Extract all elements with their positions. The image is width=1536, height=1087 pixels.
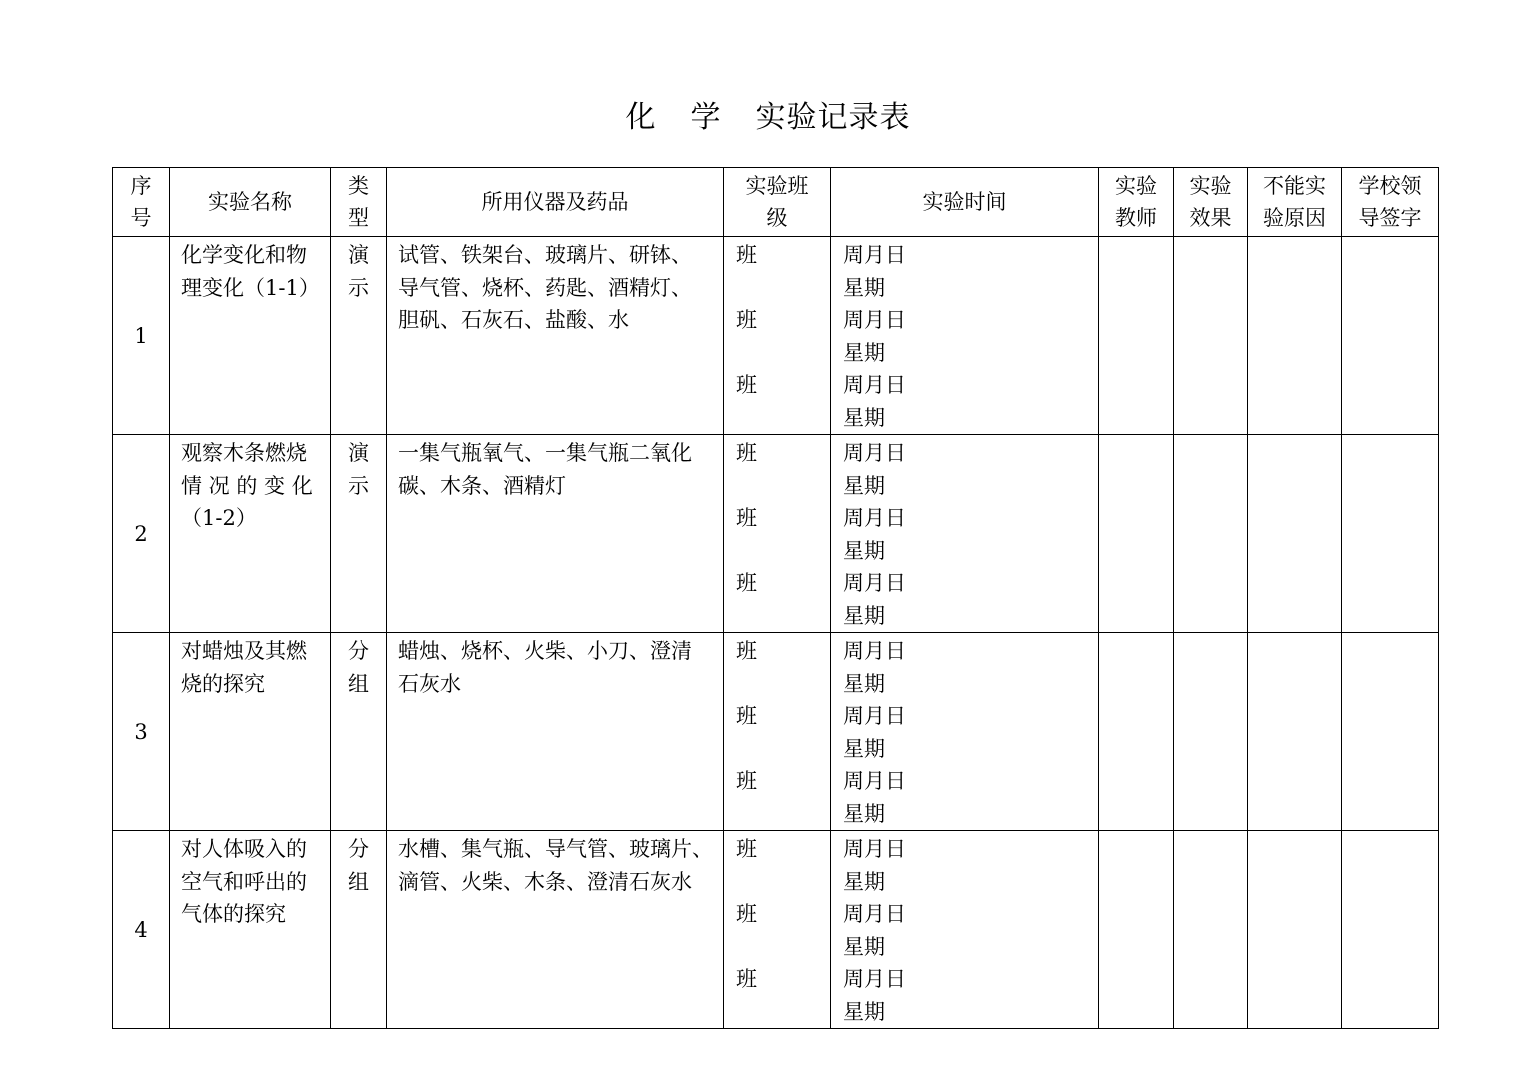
date-label: 周月日: [843, 967, 906, 991]
header-equipment: 所用仪器及药品: [387, 168, 724, 237]
reason-cell[interactable]: [1248, 237, 1342, 435]
weekday-label: 星期: [843, 869, 885, 894]
class-cell: [724, 435, 831, 633]
date-label: 周月日: [843, 506, 906, 530]
date-label: 周月日: [843, 243, 906, 267]
date-label: 周月日: [843, 571, 906, 595]
row-number: 3: [113, 633, 170, 831]
class-label: 班: [736, 902, 757, 926]
date-label: 周月日: [843, 441, 906, 465]
experiment-record-table: [112, 167, 1439, 1029]
sign-cell[interactable]: [1342, 237, 1439, 435]
experiment-type: 分 组: [331, 633, 387, 831]
header-name: 实验名称: [170, 168, 331, 237]
weekday-label: 星期: [843, 340, 885, 365]
header-teacher: 实验 教师: [1099, 168, 1174, 237]
equipment-list: 试管、铁架台、玻璃片、研钵、 导气管、烧杯、药匙、酒精灯、 胆矾、石灰石、盐酸、水: [387, 237, 724, 435]
weekday-label: 星期: [843, 405, 885, 430]
page-title: [0, 96, 1536, 140]
row-number: 1: [113, 237, 170, 435]
row-number: 4: [113, 831, 170, 1029]
time-cell: [831, 831, 1099, 1029]
weekday-label: 星期: [843, 538, 885, 563]
equipment-list: 水槽、集气瓶、导气管、玻璃片、 滴管、火柴、木条、澄清石灰水: [387, 831, 724, 1029]
reason-cell[interactable]: [1248, 435, 1342, 633]
experiment-name: 对蜡烛及其燃 烧的探究: [170, 633, 331, 831]
reason-cell[interactable]: [1248, 831, 1342, 1029]
class-cell: [724, 831, 831, 1029]
header-sign: 学校领 导签字: [1342, 168, 1439, 237]
date-label: 周月日: [843, 769, 906, 793]
header-effect: 实验 效果: [1174, 168, 1248, 237]
teacher-cell[interactable]: [1099, 831, 1174, 1029]
table-row: [113, 237, 1439, 435]
sign-cell[interactable]: [1342, 633, 1439, 831]
class-label: 班: [736, 441, 757, 465]
title-suffix: 实验记录表: [755, 100, 911, 135]
time-cell: [831, 435, 1099, 633]
class-label: 班: [736, 769, 757, 793]
time-cell: [831, 633, 1099, 831]
table-row: [113, 831, 1439, 1029]
teacher-cell[interactable]: [1099, 237, 1174, 435]
weekday-label: 星期: [843, 603, 885, 628]
weekday-label: 星期: [843, 671, 885, 696]
time-cell: [831, 237, 1099, 435]
class-label: 班: [736, 837, 757, 861]
title-subject-char-1: 化: [625, 100, 657, 135]
table-row: [113, 633, 1439, 831]
date-label: 周月日: [843, 704, 906, 728]
table-row: [113, 435, 1439, 633]
equipment-list: 蜡烛、烧杯、火柴、小刀、澄清 石灰水: [387, 633, 724, 831]
experiment-type: 演 示: [331, 435, 387, 633]
header-type: 类 型: [331, 168, 387, 237]
title-subject-char-2: 学: [690, 100, 722, 135]
reason-cell[interactable]: [1248, 633, 1342, 831]
row-number: 2: [113, 435, 170, 633]
class-label: 班: [736, 639, 757, 663]
class-label: 班: [736, 571, 757, 595]
class-cell: [724, 633, 831, 831]
weekday-label: 星期: [843, 473, 885, 498]
header-no: 序 号: [113, 168, 170, 237]
weekday-label: 星期: [843, 736, 885, 761]
effect-cell[interactable]: [1174, 831, 1248, 1029]
weekday-label: 星期: [843, 801, 885, 826]
class-label: 班: [736, 373, 757, 397]
teacher-cell[interactable]: [1099, 435, 1174, 633]
effect-cell[interactable]: [1174, 633, 1248, 831]
date-label: 周月日: [843, 308, 906, 332]
class-label: 班: [736, 308, 757, 332]
date-label: 周月日: [843, 837, 906, 861]
experiment-name: 观察木条燃烧 情 况 的 变 化 （1-2）: [170, 435, 331, 633]
class-label: 班: [736, 243, 757, 267]
header-time: 实验时间: [831, 168, 1099, 237]
class-label: 班: [736, 506, 757, 530]
date-label: 周月日: [843, 639, 906, 663]
experiment-type: 分 组: [331, 831, 387, 1029]
sign-cell[interactable]: [1342, 435, 1439, 633]
sign-cell[interactable]: [1342, 831, 1439, 1029]
date-label: 周月日: [843, 902, 906, 926]
class-label: 班: [736, 704, 757, 728]
class-label: 班: [736, 967, 757, 991]
header-class: 实验班 级: [724, 168, 831, 237]
class-cell: [724, 237, 831, 435]
weekday-label: 星期: [843, 934, 885, 959]
effect-cell[interactable]: [1174, 237, 1248, 435]
effect-cell[interactable]: [1174, 435, 1248, 633]
experiment-type: 演 示: [331, 237, 387, 435]
experiment-name: 化学变化和物 理变化（1-1）: [170, 237, 331, 435]
weekday-label: 星期: [843, 275, 885, 300]
experiment-name: 对人体吸入的 空气和呼出的 气体的探究: [170, 831, 331, 1029]
equipment-list: 一集气瓶氧气、一集气瓶二氧化 碳、木条、酒精灯: [387, 435, 724, 633]
weekday-label: 星期: [843, 999, 885, 1024]
header-row: [113, 168, 1439, 237]
teacher-cell[interactable]: [1099, 633, 1174, 831]
header-reason: 不能实 验原因: [1248, 168, 1342, 237]
date-label: 周月日: [843, 373, 906, 397]
